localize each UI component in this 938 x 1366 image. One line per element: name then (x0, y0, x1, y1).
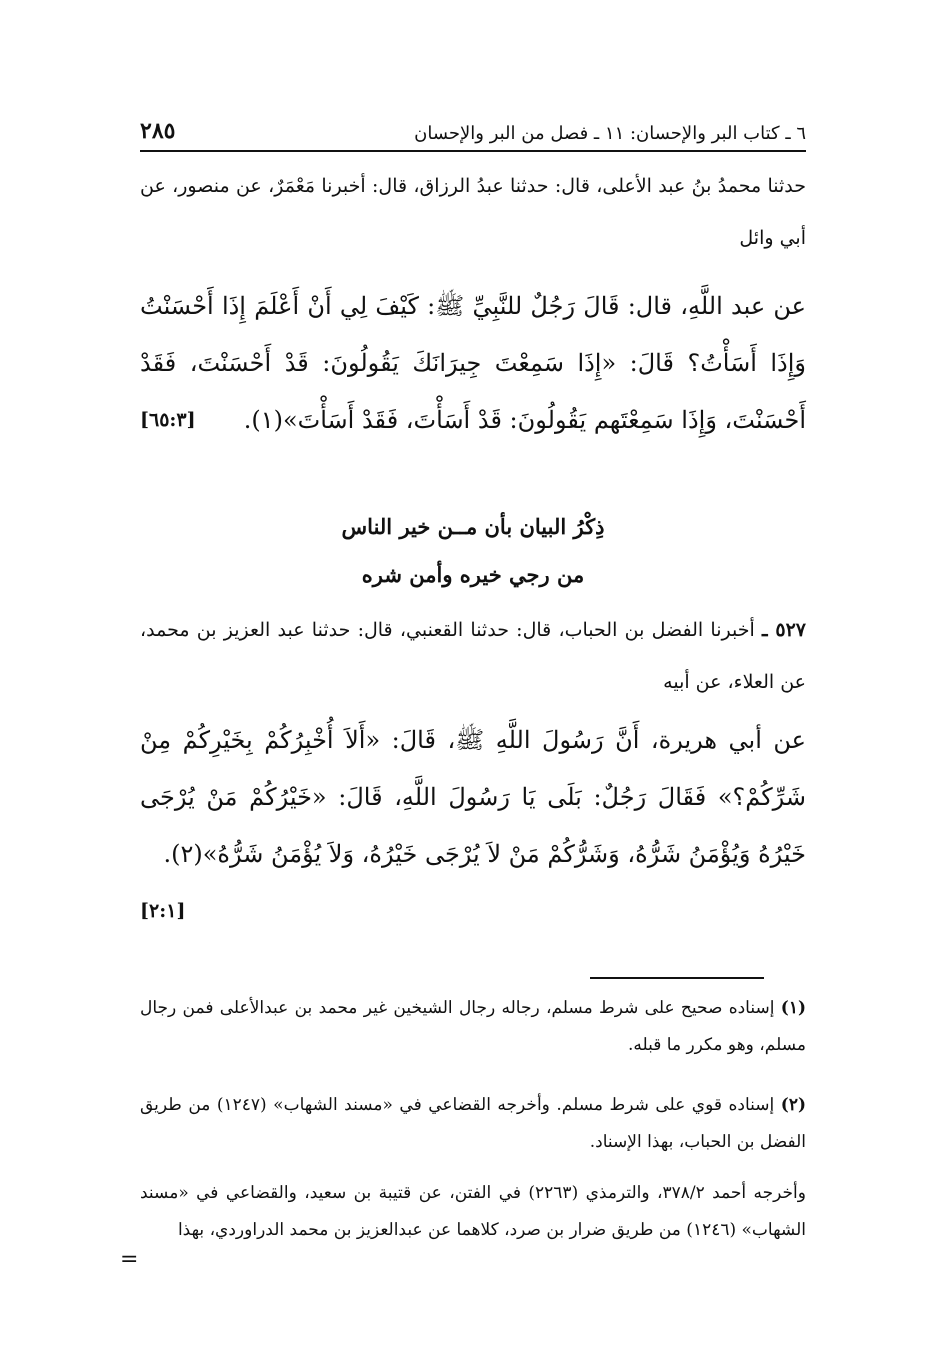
hadith1-isnad: حدثنا محمدُ بنُ عبد الأعلى، قال: حدثنا عبدُ الرزاق، قال: أخبرنا مَعْمَرٌ، عن منصور، عن أبي وائل (140, 175, 806, 249)
footnote-2-number: (٢) (780, 1095, 807, 1115)
running-head: ٦ ـ كتاب البر والإحسان: ١١ ـ فصل من البر والإحسان (414, 123, 806, 144)
continuation-mark: = (120, 1247, 139, 1272)
hadith1-matn (140, 278, 806, 449)
footnote-2-continuation: وأخرجه أحمد ٣٧٨/٢، والترمذي (٢٢٦٣) في الفتن، عن قتيبة بن سعيد، والقضاعي في «مسند الشهاب» (١٢٤٦) من طريق ضرار بن صرد، كلاهما عن عبدالعزيز بن محمد الدراوردي، بهذا (140, 1183, 806, 1240)
page-number: ٢٨٥ (140, 118, 176, 144)
hadith2-matn-text: عن أبي هريرة، أَنَّ رَسُولَ اللَّهِ ﷺ، قَالَ: «أَلاَ أُخْبِرُكُمْ بِخَيْرِكُمْ مِنْ شَرِّكُمْ؟» فَقَالَ رَجُلٌ: بَلَى يَا رَسُولَ اللَّهِ، قَالَ: «خَيْرُكُمْ مَنْ يُرْجَى خَيْرُهُ وَيُؤْمَنُ شَرُّهُ، وَشَرُّكُمْ مَنْ لاَ يُرْجَى خَيْرُهُ، وَلاَ يُؤْمَنُ شَرُّهُ»(٢). (140, 726, 806, 868)
hadith2-isnad-text: أخبرنا الفضل بن الحباب، قال: حدثنا القعنبي، قال: حدثنا عبد العزيز بن محمد، عن العلاء، عن أبيه (140, 619, 806, 693)
hadith1-reference: [٦٥:٣] (140, 409, 196, 431)
footnote-1-number: (١) (780, 998, 807, 1018)
hadith1-matn-text: عن عبد اللَّهِ، قال: قَالَ رَجُلٌ للنَّبِيِّ ﷺ: كَيْفَ لِي أَنْ أَعْلَمَ إِذَا أَحْسَنْتُ وَإِذَا أَسَأْتُ؟ قَالَ: «إِذَا سَمِعْتَ جِيرَانَكَ يَقُولُونَ: قَدْ أَحْسَنْتَ، فَقَدْ أَحْسَنْتَ، وَإِذَا سَمِعْتَهم يَقُولُونَ: قَدْ أَسَأْتَ، فَقَدْ أَسَأْتَ»(١). (140, 292, 806, 434)
section-heading-line2: من رجي خيره وأمن شره (361, 562, 585, 587)
page-header (140, 104, 806, 144)
footnote-divider (590, 977, 764, 979)
hadith2-isnad (140, 604, 806, 708)
header-divider (140, 150, 806, 152)
footnote-2-text: إسناده قوي على شرط مسلم. وأخرجه القضاعي في «مسند الشهاب» (١٢٤٧) من طريق الفضل بن الحباب، بهذا الإسناد. (140, 1095, 806, 1152)
hadith2-reference: [٢:١] (140, 900, 186, 922)
footnote-2 (140, 1087, 806, 1161)
hadith-number: ٥٢٧ ـ (761, 619, 806, 641)
hadith2-matn (140, 712, 806, 940)
footnote-1 (140, 990, 806, 1064)
footnote-1-text: إسناده صحيح على شرط مسلم، رجاله رجال الشيخين غير محمد بن عبدالأعلى فمن رجال مسلم، وهو مكرر ما قبله. (140, 998, 806, 1055)
section-heading-line1: ذِكْرُ البيان بأن مــن خير الناس (341, 514, 605, 539)
